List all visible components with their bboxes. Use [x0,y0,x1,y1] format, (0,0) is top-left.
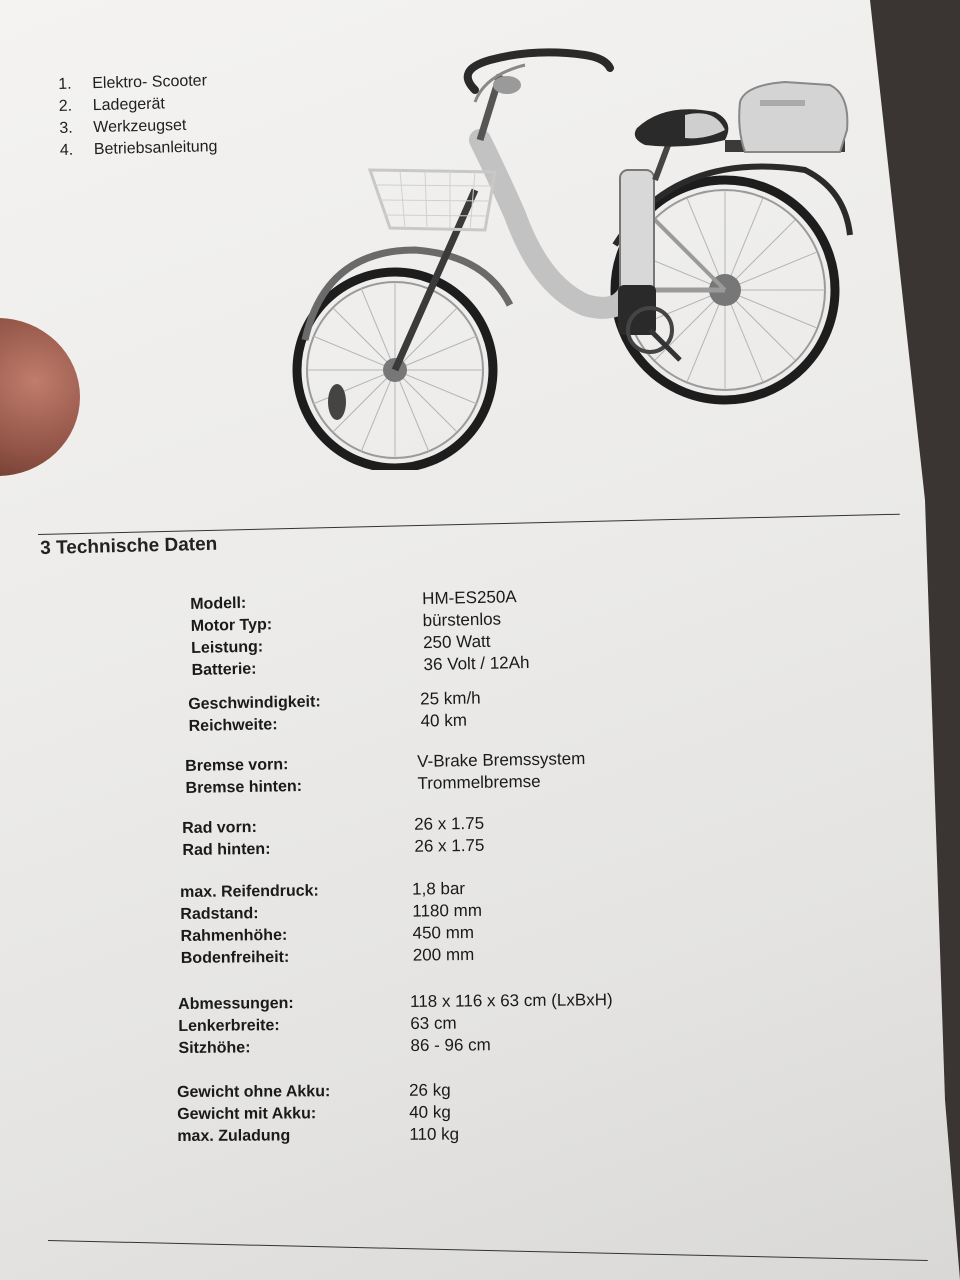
spec-row [182,834,484,860]
spec-group [182,812,485,860]
spec-value: 40 km [420,710,468,731]
spec-value: 200 mm [412,944,475,965]
spec-row [181,943,483,968]
spec-group [177,1079,459,1146]
spec-value: 36 Volt / 12Ah [423,652,530,675]
spec-value: 450 mm [412,922,475,943]
spec-row [180,899,482,924]
spec-label: Geschwindigkeit: [188,693,321,713]
section-title: 3 Technische Daten [40,533,218,559]
spec-row [177,1079,459,1102]
contents-list [58,70,218,162]
spec-value: 26 x 1.75 [414,813,485,834]
spec-value: 1,8 bar [412,879,466,899]
spec-row [182,812,484,838]
spec-group [178,988,613,1058]
spec-value: 26 x 1.75 [414,835,485,856]
spec-group [188,686,481,736]
spec-label: max. Reifendruck: [180,882,319,901]
list-number: 3. [59,119,73,137]
spec-label: max. Zuladung [177,1127,291,1145]
spec-label: Batterie: [191,660,257,679]
spec-value: bürstenlos [422,609,502,631]
spec-label: Rahmenhöhe: [180,926,288,945]
spec-value: Trommelbremse [417,771,541,793]
spec-value: 110 kg [409,1124,460,1144]
spec-label: Reichweite: [188,716,278,735]
spec-value: 25 km/h [419,688,481,709]
spec-value: 118 x 116 x 63 cm (LxBxH) [410,990,613,1011]
spec-value: V-Brake Bremssystem [416,749,586,771]
spec-value: 250 Watt [422,631,491,653]
e-bike-illustration [285,40,865,470]
spec-label: Rad hinten: [182,840,271,859]
spec-label: Bremse vorn: [185,756,289,775]
spec-label: Bremse hinten: [185,777,303,797]
spec-label: Abmessungen: [178,994,294,1013]
list-number: 1. [58,75,72,93]
spec-row [180,921,482,946]
list-number: 2. [58,97,73,115]
spec-row [177,1101,459,1124]
spec-label: Gewicht ohne Akku: [177,1083,331,1101]
list-text: Elektro- Scooter [92,72,208,93]
spec-group [185,747,586,798]
list-text: Werkzeugset [93,116,187,137]
spec-group [190,585,530,680]
spec-label: Motor Typ: [190,616,273,635]
spec-row [177,1123,459,1146]
list-text: Ladegerät [92,95,166,115]
list-text: Betriebsanleitung [93,138,218,159]
spec-value: 26 kg [409,1080,451,1100]
spec-value: HM-ES250A [421,587,517,609]
spec-row [178,1032,613,1058]
spec-label: Radstand: [180,905,259,923]
spec-value: 63 cm [410,1013,457,1033]
spec-label: Sitzhöhe: [178,1039,251,1057]
spec-value: 1180 mm [412,900,483,921]
spec-value: 86 - 96 cm [410,1035,491,1055]
spec-label: Rad vorn: [182,818,257,837]
spec-label: Gewicht mit Akku: [177,1105,317,1123]
spec-group [180,877,483,968]
spec-label: Lenkerbreite: [178,1017,280,1035]
spec-row [178,988,613,1014]
list-item [60,136,218,162]
spec-label: Leistung: [191,638,264,657]
spec-label: Modell: [190,594,247,613]
spec-value: 40 kg [409,1102,451,1122]
spec-label: Bodenfreiheit: [180,948,290,967]
spec-row [180,877,482,902]
list-number: 4. [59,141,74,159]
list-item [58,70,216,96]
